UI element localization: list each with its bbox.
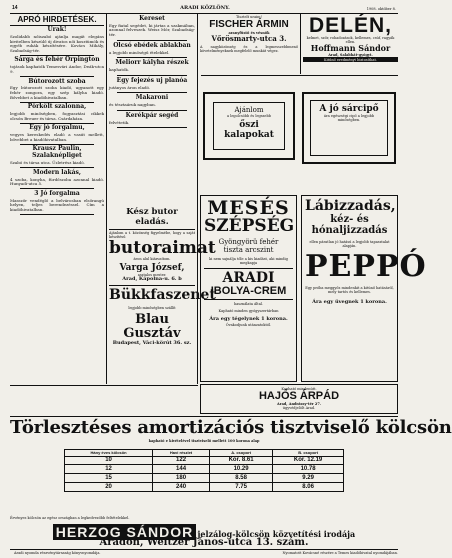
beechwood-title: Bükkfaszenet [109,286,216,303]
table-row [65,465,344,474]
classified-heading: Urak! [47,26,67,34]
col-header-b: B. csoport [273,450,344,457]
loan-note: Érvényes kölcsön az egész országban a legkedvezőbb feltételekkel. [10,516,130,520]
classified-text: legjobb minőségben, fogyasztási cikkek olcsón Breuer és társa. Csárdaháza. [10,111,104,121]
small-ad-text: jutányos áron eladó. [109,84,151,90]
ibolya-aradi: ARADI [222,270,275,287]
furniture-sub: áron alul kiárusítom. [133,256,171,261]
ibolya-ad: MESÉS SZÉPSÉG Gyöngyörü fehér tiszta arcszint ki nem sajnálja tőle a kis kiadást, aki mindig megkapja ARADI IBOLYA-CREM használata által. Kapható minden gyógyszertárban Ára egy tégelynek 1 korona. Óvakodjunk utánzatoktól. [200,195,297,382]
col-header-rate: Havi részlet [153,450,210,457]
ibolya-crem: IBOLYA-CREM [210,285,287,298]
cell-rate: 240 [153,483,210,492]
classified-item [10,125,104,142]
small-ad-text: és tésztaáruk nagyban. [109,102,156,108]
classified-heading: Egy jó forgalmu, [29,124,85,132]
classified-item [10,191,104,213]
ads-list [109,16,195,128]
hat-ad-big: őszi kalapokat [224,120,274,141]
delen-title: DELÉN, [308,14,392,37]
varga-name: Varga József, [119,262,185,273]
cell-a: 10.29 [210,465,273,474]
cell-b: 8.06 [273,483,344,492]
ibolya-warn: Óvakodjunk utánzatoktól. [225,323,272,327]
hajos-name: HAJÓS ÁRPÁD [258,390,340,403]
hoffmann-name: Hoffmann Sándor [310,43,391,54]
fischer-address: Vőrösmarty-utca 3. [211,33,287,43]
column-rule [300,14,301,74]
beechwood-sub: legjobb minőségben szállít [128,305,176,310]
boot-text: ára egészségi cipő a legjobb minőségben. [323,114,375,123]
herzog-tail: jelzálog-kölcsön közvetítési irodája [197,529,356,539]
classified-text: Egy bútorozott szoba kiadó, ugyanott egy fehér zongora, egy szép kályha kiadó. Bővebbet a kiadóhivatalban. [10,85,104,100]
herzog-address: Aradon, Weitzer János-utca 13. szám. [99,537,309,548]
small-ad-heading: Makaroni [135,94,169,102]
cell-years: 20 [65,483,153,492]
classified-item [10,170,104,187]
hat-ad-text: a legolcsóbb és legszebb [227,114,271,119]
loan-title: Törlesztéses amortizációs tisztviselő kölcsön [10,417,452,438]
fischer-sub: aranyfüstő és vésnök [228,30,270,35]
classified-text: vegyes kereskedés eladó a vasút mellett, bővebbet a kiadóhivatalban. [10,132,104,142]
cell-years: 12 [65,465,153,474]
blau-address: Budapest, Váci-körút 36. sz. [112,340,192,347]
small-ad-heading: Meliorr kályha részek [115,59,189,67]
classified-text: Szabó és társa utca. Üzletrész kiadó. [10,160,85,166]
varga-sub: asztalos mester. [137,273,167,278]
varga-address: Arad, Kápolna-u. 6. b [122,276,182,283]
classified-heading: Sárga és fehér Orpington [14,56,100,64]
small-ad [109,113,195,125]
ads-column [109,15,195,130]
small-ad [109,78,195,90]
small-ad [109,60,195,72]
issue-date: 1908. október 8. [366,7,396,11]
hajos-address: Arad, Andrássy-tér 27. [277,402,321,407]
fischer-name: FISCHER ÁRMIN [209,19,289,31]
delen-ad [303,15,398,62]
classified-text: Szolidabb nőiszabó ajánlja magát elegáns kivitelben készülő új divatos női kosztümök és egyéb ruhák készítésére. Kovács Mihály, Szabadság-tér. [10,34,104,53]
furniture-title: Kész butor eladás. [126,207,178,227]
small-ad-text: Egy fiatal segédet, ki jártas a szakmában, azonnal felveszek. Weisz Mór, Szabadság-tér. [109,22,195,38]
fischer-ad: Tisztelt uraim! FISCHER ÁRMIN aranyfüstő és vésnök Vőrösmarty-utca 3. A nagyközönség és a legmesszebbmenő követelményeknek megfelelő munkát végez. [200,15,298,53]
peppo-ad: Lábizzadás, kéz- és hónaljizzadás ellen páratlan jó hatású a legjobb tapasztalat alapján. PEPPÓ Egy próba meggyőz mindenkit a kitünő hatásáról, mely tartós és kellemes. Ára egy üvegnek 1 korona. [301,195,398,382]
classified-item [10,79,104,101]
column-rule [197,14,198,384]
hat-ad-head: Ajánlom [234,106,264,114]
cell-a: 8.58 [210,474,273,483]
hoffmann-sub: Kitűnő eredményt biztosíthat. [303,57,398,62]
small-ad-heading: Kerékpár segéd [125,111,179,119]
classified-column [10,15,104,216]
table-row [65,474,344,483]
boot-title: A jó sárcipő [319,104,379,114]
blau-name: Blau Gusztáv [123,311,181,341]
small-ad-text: kaphatók. [109,67,130,73]
small-ad-heading: Olcsó ebédek ablakban [113,41,191,49]
small-ad-text: felvétetik. [109,119,130,125]
small-ad [109,16,195,38]
small-ad [109,95,195,107]
classified-list [10,27,104,215]
delen-sub: kelmet, szőr, rohadozások, kellemes, csúf, ragyák ellen. [306,36,395,45]
table-row [65,456,344,465]
cell-years: 15 [65,474,153,483]
footer-print: Aradi nyomda részvénytársaság könyvnyomdája. [14,551,101,555]
ibolya-gyongyo: Gyöngyörü fehér [218,238,279,246]
classified-text: 4 szoba, konyha, fürdőszoba azonnal kiadó. Hunyadi-utca 5. [10,176,104,187]
page-number: 14 [12,5,18,11]
furniture-ad: Kész butor eladás. Ajánlom a t. közönség figyelmébe, hogy a saját készítésű butoraimat áron alul kiárusítom. Varga József, asztalos mester. Arad, Kápolna-u. 6. b Bükkfaszenet legjobb minőségben szállít Blau Gusztáv Budapest, Váci-körút 36. sz. [109,207,216,347]
small-ad-heading: Egy fejezés uj planóa [116,76,188,84]
classified-heading: 3 Jó forgalma [34,189,80,197]
section-rule [10,385,198,386]
loan-ad [10,417,452,443]
cell-a: Kor. 8.61 [210,456,273,465]
fischer-pre: Tisztelt uraim! [235,15,263,19]
furniture-big: butoraimat [109,237,216,258]
ibolya-tiszta: tiszta arcszint [223,246,274,255]
peppo-head: Lábizzadás, [305,198,396,214]
hat-ad [203,92,295,160]
hoffmann-address: Arad, Salabhát-gyógyt. [328,53,373,58]
cell-b: Kor. 12.19 [273,456,344,465]
classified-title: APRÓ HIRDETÉSEK. [17,15,97,24]
cell-rate: 144 [153,465,210,474]
small-ad-text: a legjobb minőségű ételekkel. [109,49,170,55]
peppo-price: Ára egy üvegnek 1 korona. [312,299,387,306]
footer-rule [10,549,398,550]
hajos-ad [200,384,398,414]
cell-years: 10 [65,456,153,465]
classified-item [10,104,104,121]
hajos-sub: ügyvédjelölt Arad. [282,406,316,411]
paper-name: ARADI KÖZLÖNY. [180,5,230,11]
herzog-name: HERZOG SÁNDOR [53,524,196,540]
column-rule [106,14,107,384]
table-row [65,483,344,492]
small-ad-heading: Kereset [139,15,165,22]
cell-b: 9.29 [273,474,344,483]
loan-table-wrap [64,449,344,492]
loan-table [64,449,344,492]
col-header-a: A. csoport [210,450,273,457]
ibolya-szepseg: SZÉPSÉG [204,216,295,236]
footer-right: Nyomatott Kovácsné részére a Temes kiadóhivatal nyomdájában. [282,551,398,555]
cell-rate: 180 [153,474,210,483]
ibolya-price: Ára egy tégelynek 1 korona. [209,316,288,323]
cell-rate: 122 [153,456,210,465]
peppo-text: ellen páratlan jó hatású a legjobb tapasztalat alapján. [309,240,390,249]
classified-item [10,27,104,53]
classified-heading: Bútorozott szoba [28,77,86,85]
col-header-years: Hány éves kölcsön [65,450,153,457]
classified-text: Masszőr vendéglő a belvárosban elsőrangú helyen, teljes berendezéssel. Cím a kiadóhivatalban. [10,197,104,212]
ibolya-meses: MESÉS [207,197,290,219]
classified-heading: Pörkölt szalonna, [27,103,87,111]
classified-item [10,146,104,165]
ibolya-sub: használata által. [233,302,264,307]
hajos-kapni: Kapható mindenütt. [281,387,317,391]
classified-text: tojások kaphatók Temesvári Andor, Deák-utca 9. [10,64,104,74]
classified-heading: Modern lakás, [33,168,81,176]
peppo-title: PEPPÓ [305,249,427,285]
boot-ad [302,92,396,164]
section-rule [201,75,398,76]
cell-a: 7.75 [210,483,273,492]
loan-subtitle: kapható e kivételével tisztviselő mellett 100 korona alap [148,439,260,443]
small-ad [109,43,195,55]
cell-b: 10.78 [273,465,344,474]
classified-heading: Krausz Paulin, Szalaknépliget [32,145,82,160]
classified-item [10,57,104,74]
peppo-sub-head: kéz- és hónaljizzadás [311,214,388,237]
